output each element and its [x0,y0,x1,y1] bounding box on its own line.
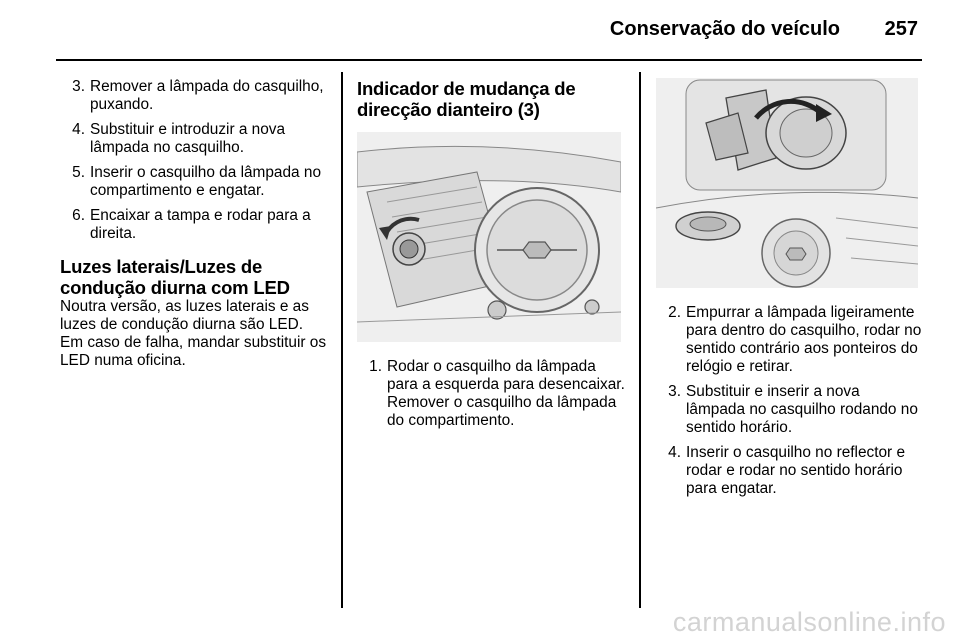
bulb-socket-illustration-svg [656,78,918,288]
steps-list-col2 [357,358,625,430]
header-title: Conservação do veículo [609,18,840,40]
list-item: 3. Substituir e inserir a nova lâmpada no casquilho rodando no sentido horário. [668,383,918,436]
headlamp-illustration-svg [357,132,621,342]
list-item: 2. Empurrar a lâmpada ligeiramente para dentro do casquilho, rodar no sentido contrário aos ponteiros do relógio e retirar. [668,304,922,375]
list-item: 5. Inserir o casquilho da lâmpada no compartimento e engatar. [72,164,322,199]
watermark: carmanualsonline.info [672,607,946,637]
steps-list-col1 [60,78,330,243]
column-3 [656,78,922,505]
header-rule [56,59,922,61]
column-1 [60,78,330,370]
list-item: 3. Remover a lâmpada do casquilho, puxando. [72,78,324,113]
headlamp-rear-illustration [357,132,621,342]
section-heading-led: Luzes laterais/Luzes de condução diurna com LED [60,256,290,298]
list-item: 1. Rodar o casquilho da lâmpada para a esquerda para desencaixar. Remover o casquilho da lâmpada do compartimento. [369,358,625,429]
page-number: 257 [884,18,918,40]
section-heading-indicator: Indicador de mudança de direcção dianteiro (3) [357,78,576,120]
column-divider-right [639,72,641,608]
steps-list-col3 [656,304,922,498]
list-item: 4. Substituir e introduzir a nova lâmpada no casquilho. [72,121,286,156]
column-divider-left [341,72,343,608]
section-body-led: Noutra versão, as luzes laterais e as luzes de condução diurna são LED. Em caso de falha, mandar substituir os LED numa oficina. [60,298,327,369]
bulb-socket-illustration [656,78,918,288]
column-2 [357,78,625,437]
list-item: 6. Encaixar a tampa e rodar para a direita. [72,207,311,242]
list-item: 4. Inserir o casquilho no reflector e rodar e rodar no sentido horário para engatar. [668,444,906,497]
